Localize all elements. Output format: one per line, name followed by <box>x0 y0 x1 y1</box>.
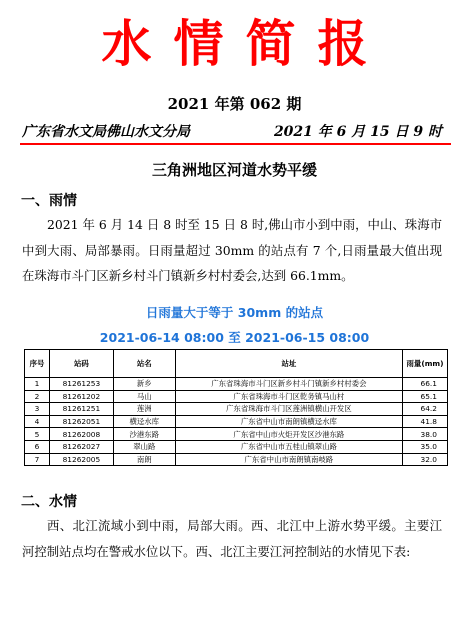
table-row <box>25 440 448 453</box>
cell-rain: 38.0 <box>403 428 448 441</box>
publisher-org: 广东省水文局佛山水文分局 <box>22 124 190 140</box>
cell-name: 马山 <box>113 390 175 403</box>
column-header-index: 序号 <box>25 350 50 378</box>
cell-rain: 66.1 <box>403 378 448 391</box>
cell-index: 5 <box>25 428 50 441</box>
cell-address: 广东省珠海市斗门区新乡村斗门镇新乡村村委会 <box>175 378 402 391</box>
bulletin-headline: 三角洲地区河道水势平缓 <box>151 161 317 179</box>
publish-datetime: 2021 年 6 月 15 日 9 时 <box>273 124 442 140</box>
table-row <box>25 453 448 466</box>
cell-rain: 65.1 <box>403 390 448 403</box>
cell-code: 81262027 <box>49 440 113 453</box>
cell-name: 新乡 <box>113 378 175 391</box>
cell-name: 莲洲 <box>113 403 175 416</box>
cell-index: 1 <box>25 378 50 391</box>
cell-name: 沙港东路 <box>113 428 175 441</box>
table-header-row <box>25 350 448 378</box>
table-row <box>25 378 448 391</box>
cell-index: 4 <box>25 415 50 428</box>
cell-code: 81262005 <box>49 453 113 466</box>
table-row <box>25 415 448 428</box>
section-rain-heading: 一、雨情 <box>21 193 77 209</box>
header-divider <box>20 143 451 145</box>
rain-table-title: 日雨量大于等于 30mm 的站点 <box>145 305 324 320</box>
rain-summary-paragraph: 2021 年 6 月 14 日 8 时至 15 日 8 时,佛山市小到中雨，中山、珠海市中到大雨、局部暴雨。日雨量超过 30mm 的站点有 7 个,日雨量最大值出现在珠海市斗门区新乡村斗门镇新乡村村委会,达到 66.1mm。 <box>22 217 442 283</box>
cell-code: 81261202 <box>49 390 113 403</box>
cell-address: 广东省珠海市斗门区莲洲镇横山开发区 <box>175 403 402 416</box>
column-header-address: 站址 <box>175 350 402 378</box>
masthead-title: 水情简报 <box>101 14 390 73</box>
column-header-name: 站名 <box>113 350 175 378</box>
water-summary-paragraph: 西、北江流域小到中雨，局部大雨。西、北江中上游水势平缓。主要江河控制站点均在警戒水位以下。西、北江主要江河控制站的水情见下表: <box>22 518 442 559</box>
issue-number: 2021 年第 062 期 <box>167 95 302 113</box>
cell-address: 广东省中山市南朗镇横迳水库 <box>175 415 402 428</box>
cell-code: 81262008 <box>49 428 113 441</box>
cell-address: 广东省中山市五桂山镇翠山路 <box>175 440 402 453</box>
cell-code: 81261251 <box>49 403 113 416</box>
column-header-rain: 雨量(mm) <box>403 350 448 378</box>
table-row <box>25 403 448 416</box>
rain-table-period: 2021-06-14 08:00 至 2021-06-15 08:00 <box>99 330 370 345</box>
cell-code: 81262051 <box>49 415 113 428</box>
cell-index: 3 <box>25 403 50 416</box>
cell-rain: 35.0 <box>403 440 448 453</box>
rain-station-table <box>24 349 448 466</box>
cell-rain: 41.8 <box>403 415 448 428</box>
cell-index: 7 <box>25 453 50 466</box>
section-water-heading: 二、水情 <box>21 494 77 510</box>
table-row <box>25 390 448 403</box>
cell-index: 6 <box>25 440 50 453</box>
cell-name: 横迳水库 <box>113 415 175 428</box>
cell-address: 广东省中山市南朗镇南岐路 <box>175 453 402 466</box>
cell-name: 南朗 <box>113 453 175 466</box>
column-header-code: 站码 <box>49 350 113 378</box>
cell-name: 翠山路 <box>113 440 175 453</box>
cell-index: 2 <box>25 390 50 403</box>
cell-address: 广东省中山市火炬开发区沙港东路 <box>175 428 402 441</box>
table-row <box>25 428 448 441</box>
cell-address: 广东省珠海市斗门区乾务镇马山村 <box>175 390 402 403</box>
cell-rain: 64.2 <box>403 403 448 416</box>
cell-code: 81261253 <box>49 378 113 391</box>
cell-rain: 32.0 <box>403 453 448 466</box>
publisher-line <box>22 121 442 141</box>
